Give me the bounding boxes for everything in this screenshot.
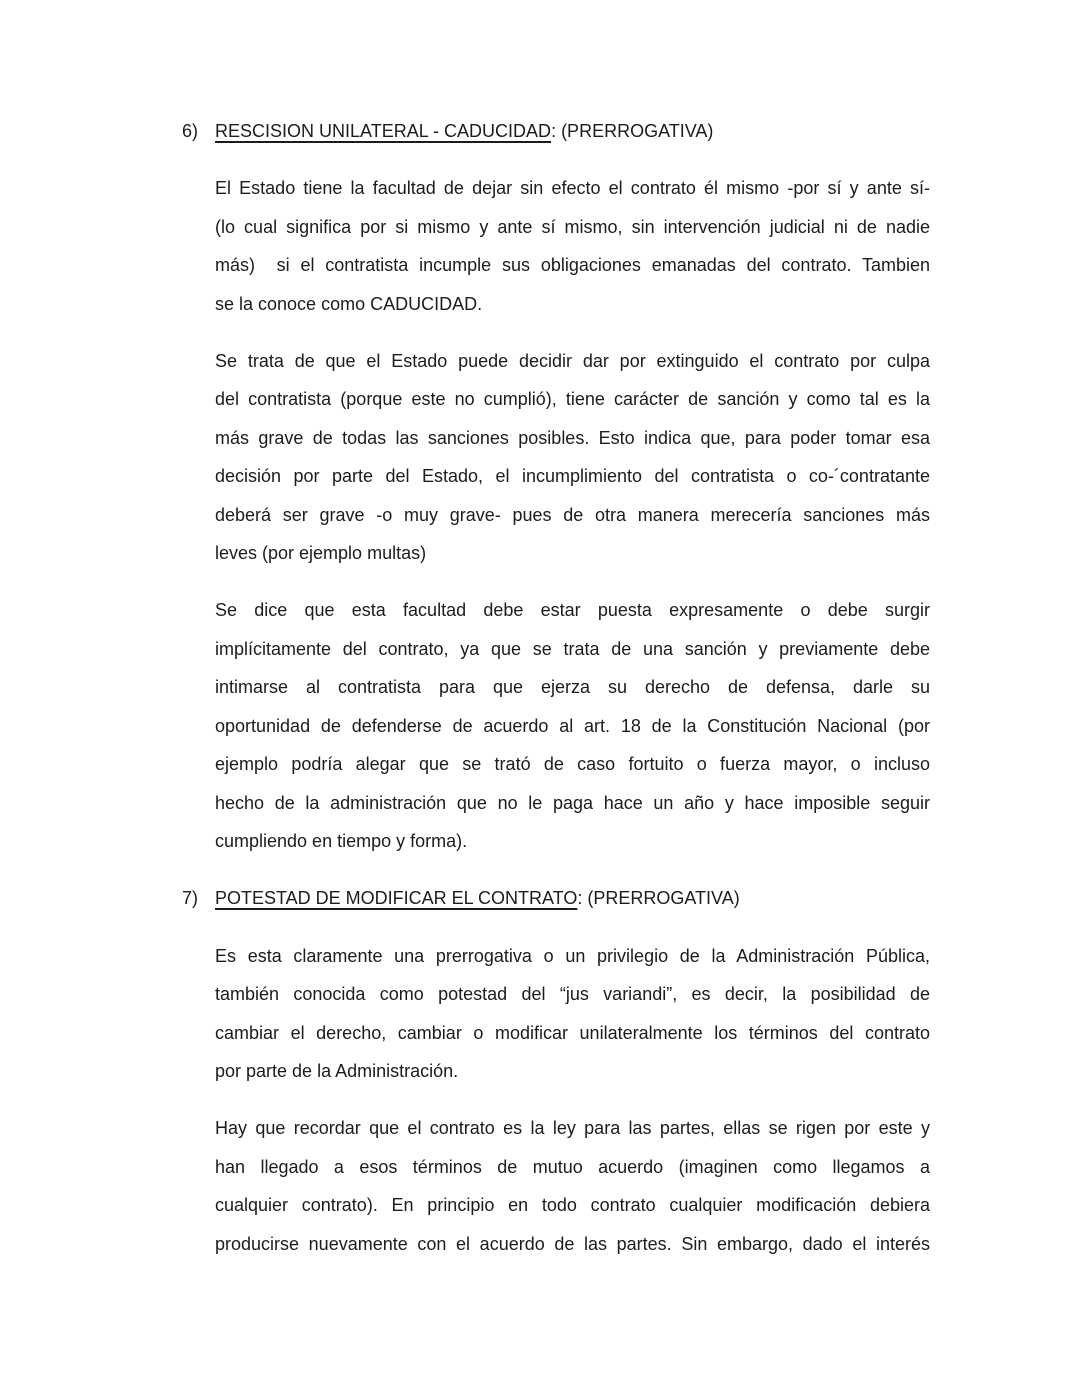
text-line: más grave de todas las sanciones posibles. Esto indica que, para poder tomar esa [215,427,930,448]
text-line: implícitamente del contrato, ya que se trata de una sanción y previamente debe [215,638,930,659]
section-7-number: 7) [182,888,199,909]
text-line: oportunidad de defenderse de acuerdo al art. 18 de la Constitución Nacional (por [215,715,930,736]
text-line: deberá ser grave -o muy grave- pues de otra manera merecería sanciones más [215,504,930,525]
text-line: se la conoce como CADUCIDAD. [215,293,483,314]
text-line: Se trata de que el Estado puede decidir dar por extinguido el contrato por culpa [215,351,930,372]
text-line: también conocida como potestad del “jus variandi”, es decir, la posibilidad de [215,984,930,1005]
section-6-paragraph-3 [215,591,930,860]
text-line: decisión por parte del Estado, el incumplimiento del contratista o co-´contratante [215,466,930,487]
text-line: cambiar el derecho, cambiar o modificar unilateralmente los términos del contrato [215,1022,930,1043]
text-line: del contratista (porque este no cumplió), tiene carácter de sanción y como tal es la [215,389,930,410]
text-line: cumpliendo en tiempo y forma). [215,830,468,851]
text-line: Es esta claramente una prerrogativa o un privilegio de la Administración Pública, [215,945,930,966]
text-line: han llegado a esos términos de mutuo acuerdo (imaginen como llegamos a [215,1156,930,1177]
section-7-title-suffix: : (PRERROGATIVA) [577,888,740,909]
document-content [182,112,930,1282]
text-line: Se dice que esta facultad debe estar puesta expresamente o debe surgir [215,600,930,621]
text-line: intimarse al contratista para que ejerza su derecho de defensa, darle su [215,677,930,698]
text-line: hecho de la administración que no le paga hace un año y hace imposible seguir [215,792,930,813]
section-7-paragraph-1 [215,937,930,1091]
text-line: Hay que recordar que el contrato es la ley para las partes, ellas se rigen por este y [215,1118,930,1139]
section-7-title: POTESTAD DE MODIFICAR EL CONTRATO [215,888,578,909]
text-line: (lo cual significa por si mismo y ante sí mismo, sin intervención judicial ni de nadie [215,216,930,237]
text-line: cualquier contrato). En principio en todo contrato cualquier modificación debiera [215,1195,930,1216]
text-line: leves (por ejemplo multas) [215,543,427,564]
section-7-heading [182,879,930,917]
section-6-heading [182,112,930,150]
text-line: producirse nuevamente con el acuerdo de las partes. Sin embargo, dado el interés [215,1233,930,1254]
section-6-paragraph-1 [215,169,930,323]
text-line: ejemplo podría alegar que se trató de caso fortuito o fuerza mayor, o incluso [215,754,930,775]
section-7-paragraph-2 [215,1109,930,1263]
section-6-number: 6) [182,121,199,141]
text-line: El Estado tiene la facultad de dejar sin efecto el contrato él mismo -por sí y ante sí- [215,178,930,199]
section-6-paragraph-2 [215,342,930,572]
section-6-title: RESCISION UNILATERAL - CADUCIDAD [215,121,552,141]
text-line: por parte de la Administración. [215,1060,459,1081]
section-6-title-suffix: : (PRERROGATIVA) [551,121,714,141]
text-line: más) si el contratista incumple sus obligaciones emanadas del contrato. Tambien [215,255,930,276]
